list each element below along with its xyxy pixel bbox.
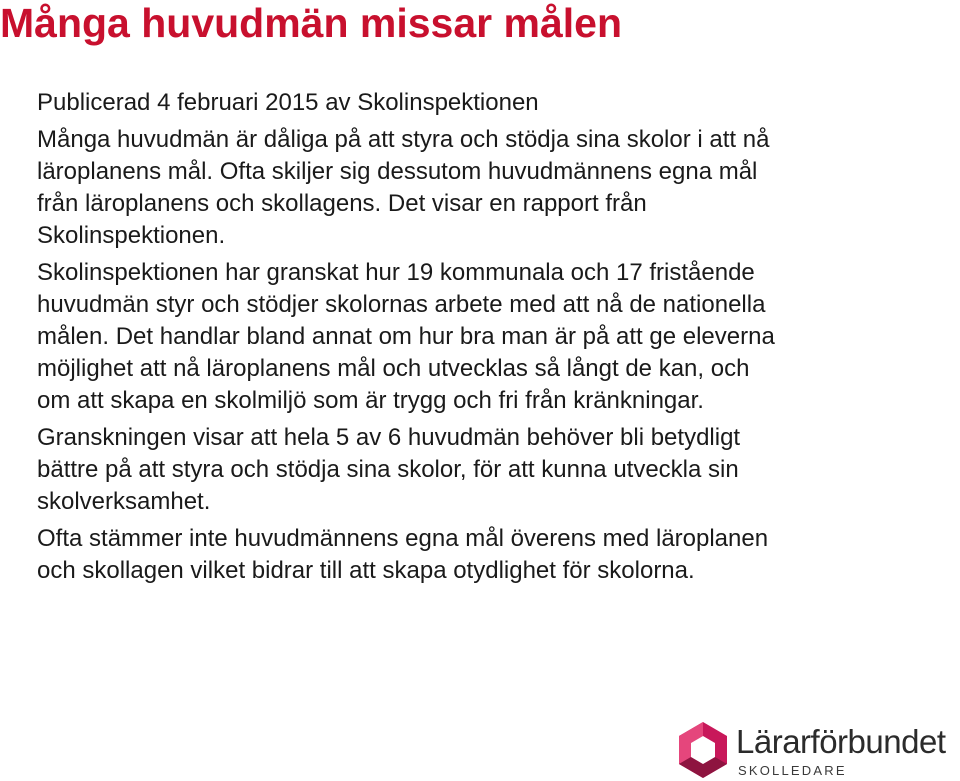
logo-name: Lärarförbundet	[736, 723, 946, 760]
lararforbundet-logo	[679, 718, 960, 781]
paragraph-conclusion: Ofta stämmer inte huvudmännens egna mål överens med läroplanen och skollagen vilket bidrar till att skapa otydlighet för skolorna.	[37, 525, 769, 584]
hexagon-logo-icon	[679, 722, 727, 778]
paragraph-intro: Många huvudmän är dåliga på att styra och stödja sina skolor i att nå läroplanens mål. Ofta skiljer sig dessutom huvudmännens egna mål från läroplanens och skollagens. Det visar en rapport från Skolinspektionen.	[37, 126, 770, 249]
paragraph-findings: Granskningen visar att hela 5 av 6 huvudmän behöver bli betydligt bättre på att styra och stödja sina skolor, för att kunna utveckla sin skolverksamhet.	[37, 424, 741, 515]
article-body	[37, 87, 777, 587]
paragraph-review: Skolinspektionen har granskat hur 19 kommunala och 17 fristående huvudmän styr och stödjer skolornas arbete med att nå de nationella målen. Det handlar bland annat om hur bra man är på att ge eleverna möjlighet att nå läroplanens mål och utvecklas så långt de kan, och om att skapa en skolmiljö som är trygg och fri från kränkningar.	[37, 259, 775, 414]
page-title: Många huvudmän missar målen	[0, 0, 623, 46]
publication-info: Publicerad 4 februari 2015 av Skolinspektionen	[37, 89, 539, 116]
logo-subtitle: SKOLLEDARE	[738, 763, 847, 778]
